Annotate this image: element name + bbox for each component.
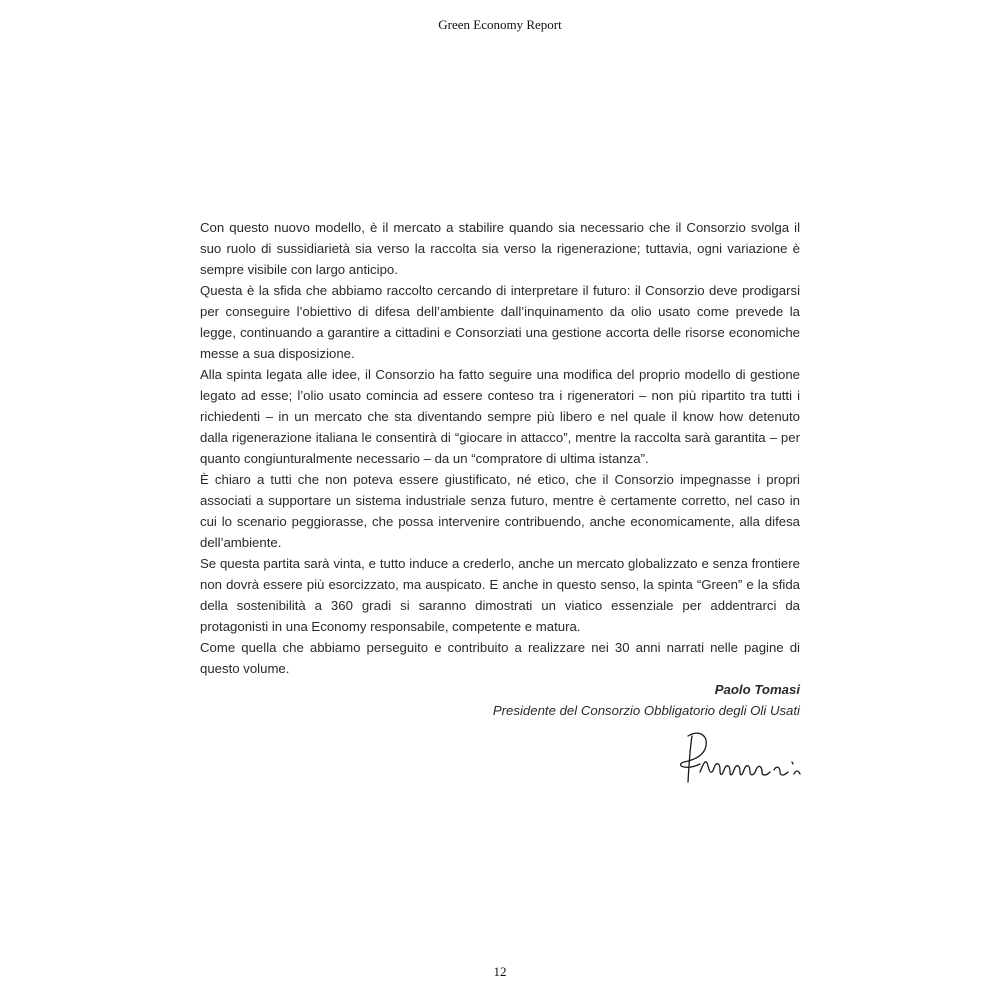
- signatory-name: Paolo Tomasi: [714, 682, 800, 697]
- paragraph: Come quella che abbiamo perseguito e contribuito a realizzare nei 30 anni narrati nelle pagine di questo volume.: [200, 640, 800, 676]
- paragraph: Alla spinta legata alle idee, il Consorzio ha fatto seguire una modifica del proprio modello di gestione legato ad esse; l’olio usato comincia ad essere conteso tra i rigeneratori – non più ripartito tra tutti i richiedenti – in un mercato che sta diventando sempre più libero e nel quale il know how detenuto dalla rigenerazione italiana le consentirà di “giocare in attacco”, mentre la raccolta sarà garantita – per quanto congiunturalmente necessario – da un “compratore di ultima istanza”.: [200, 367, 800, 466]
- handwritten-signature: [676, 726, 806, 790]
- paragraph: Se questa partita sarà vinta, e tutto induce a crederlo, anche un mercato globalizzato e senza frontiere non dovrà essere più esorcizzato, ma auspicato. E anche in questo senso, la spinta “Green” e la sfida della sostenibilità a 360 gradi si saranno dimostrati un viatico essenziale per addentrarci da protagonisti in una Economy responsabile, competente e matura.: [200, 556, 800, 634]
- paragraph: È chiaro a tutti che non poteva essere giustificato, né etico, che il Consorzio impegnasse i propri associati a supportare un sistema industriale senza futuro, mentre è certamente corretto, nel caso in cui lo scenario peggiorasse, che possa intervenire contribuendo, anche economicamente, alla difesa dell’ambiente.: [200, 472, 800, 550]
- page-number: 12: [493, 964, 507, 979]
- signatory-role: Presidente del Consorzio Obbligatorio degli Oli Usati: [492, 703, 800, 718]
- running-header: Green Economy Report: [438, 17, 562, 32]
- body-text: [200, 217, 800, 679]
- signature-block: [200, 679, 800, 721]
- paragraph: Con questo nuovo modello, è il mercato a stabilire quando sia necessario che il Consorzio svolga il suo ruolo di sussidiarietà sia verso la raccolta sia verso la rigenerazione; tuttavia, ogni variazione è sempre visibile con largo anticipo.: [200, 220, 800, 277]
- paragraph: Questa è la sfida che abbiamo raccolto cercando di interpretare il futuro: il Consorzio deve prodigarsi per conseguire l’obiettivo di difesa dell’ambiente dall’inquinamento da olio usato come prevede la legge, continuando a garantire a cittadini e Consorziati una gestione accorta delle risorse economiche messe a sua disposizione.: [200, 283, 800, 361]
